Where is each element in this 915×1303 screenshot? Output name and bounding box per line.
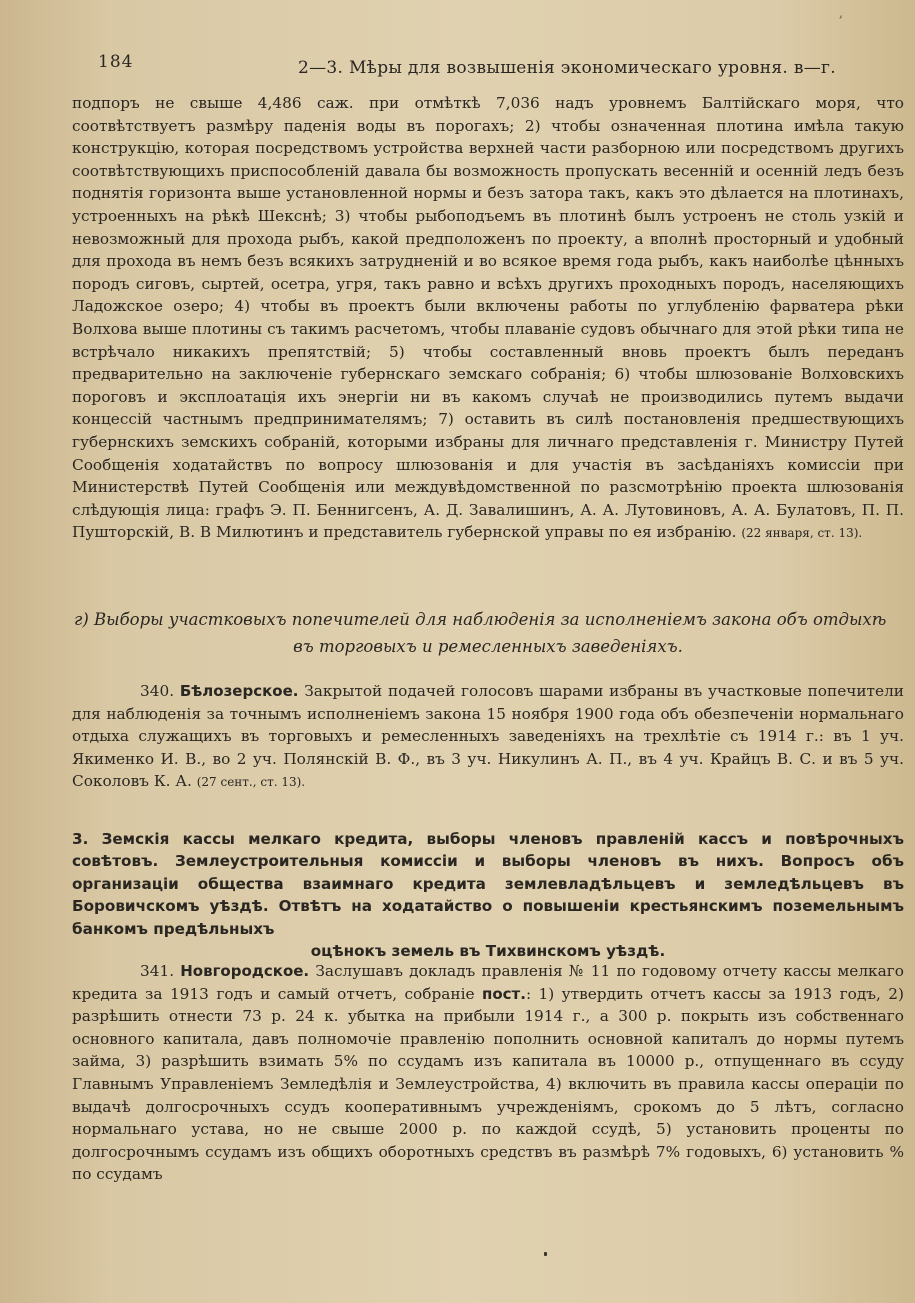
item-340-text: Закрытой подачей голосовъ шарами избраны въ участковые попечители для наблюденія за точнымъ исполненіемъ закона 15 ноября 1900 года объ обезпеченіи нормальнаго отдыха служащихъ въ торговыхъ и ремесленныхъ заведеніяхъ на трехлѣтіе съ 1914 г.: въ 1 уч. Якименко И. В., во 2 уч. Полянскій В. Ф., въ 3 уч. Никулинъ А. П., въ 4 уч. Крайцъ В. С. и въ 5 уч. Соколовъ К. А. [72, 682, 904, 791]
corner-mark: ʼ [838, 14, 843, 30]
subsection-heading-line1: г) Выборы участковыхъ попечителей для наблюденія за исполненіемъ закона объ отдыхѣ [74, 610, 887, 629]
item-341-post: пост. [481, 984, 526, 1003]
subsection-heading-line2: въ торговыхъ и ремесленныхъ заведеніяхъ. [293, 637, 683, 656]
item-341-place: Новгородское. [180, 962, 310, 980]
continuation-text: подпоръ не свыше 4,486 саж. при отмѣткѣ 7,036 надъ уровнемъ Балтійскаго моря, что соотвѣтствуетъ размѣру паденія воды въ порогахъ; 2) чтобы означенная плотина имѣла такую конструкцію, которая посредствомъ устройства верхней части разборною или посредствомъ другихъ соотвѣтствующихъ приспособленій давала бы возможность пропускать весенній и осенній ледъ безъ поднятія горизонта выше установленной нормы и безъ затора такъ, какъ это дѣлается на плотинахъ, устроенныхъ на рѣкѣ Шекснѣ; 3) чтобы рыбоподъемъ въ плотинѣ былъ устроенъ не столь узкій и невозможный для прохода рыбъ, какой предположенъ по проекту, а вполнѣ просторный и удобный для прохода въ немъ безъ всякихъ затрудненій и во всякое время года рыбъ, какъ наиболѣе цѣнныхъ породъ сиговъ, сыртей, осетра, угря, такъ равно и всѣхъ другихъ проходныхъ породъ, населяющихъ Ладожское озеро; 4) чтобы въ проектъ были включены работы по углубленію фарватера рѣки Волхова выше плотины съ такимъ расчетомъ, чтобы плаваніе судовъ обычнаго для этой рѣки типа не встрѣчало никакихъ препятствій; 5) чтобы составленный вновь проектъ былъ переданъ предварительно на заключеніе губернскаго земскаго собранія; 6) чтобы шлюзованіе Волховскихъ пороговъ и эксплоатація ихъ энергіи ни въ какомъ случаѣ не производились путемъ выдачи концессій частнымъ предпринимателямъ; 7) оставить въ силѣ постановленія предшествующихъ губернскихъ земскихъ собраній, которыми избраны для личнаго представленія г. Министру Путей Сообщенія ходатайствъ по вопросу шлюзованія и для участія въ засѣданіяхъ комиссіи при Министерствѣ Путей Сообщенія или междувѣдомственной по разсмотрѣнію проекта шлюзованія слѣдующія лица: графъ Э. П. Беннигсенъ, А. Д. Завалишинъ, А. А. Лутовиновъ, А. А. Булатовъ, П. П. Пушторскій, В. В Милютинъ и представитель губернской управы по ея избранію. [72, 94, 904, 542]
running-title: 2—3. Мѣры для возвышенія экономическаго уровня. в—г. [298, 58, 836, 78]
item-340-reference: (27 сент., ст. 13). [196, 775, 306, 790]
item-341-number: 341. [140, 962, 175, 980]
subsection-heading [72, 606, 904, 660]
page-number: 184 [98, 52, 134, 72]
item-341-text-a: Заслушавъ докладъ правленія № 11 по годовому отчету кассы мелкаго кредита за 1913 годъ и самый отчетъ, собраніе [72, 962, 904, 1003]
section-3-last-line: оцѣнокъ земель въ Тихвинскомъ уѣздѣ. [310, 942, 666, 961]
continuation-paragraph [72, 92, 904, 545]
page-speck [544, 1252, 547, 1256]
item-340-number: 340. [140, 682, 175, 700]
section-3-text: 3. Земскія кассы мелкаго кредита, выборы членовъ правленій кассъ и повѣрочныхъ совѣтовъ. Землеустроительныя комиссіи и выборы членовъ въ нихъ. Вопросъ объ организаціи общества взаимнаго кредита землевладѣльцевъ и земледѣльцевъ въ Боровичскомъ уѣздѣ. Отвѣтъ на ходатайство о повышеніи крестьянскимъ поземельнымъ банкомъ предѣльныхъ [72, 830, 904, 938]
continuation-reference: (22 января, ст. 13). [741, 526, 863, 541]
item-340 [72, 680, 904, 794]
section-3-heading [72, 828, 904, 962]
item-341-text-b: : 1) утвердить отчетъ кассы за 1913 годъ, 2) разрѣшить отнести 73 р. 24 к. убытка на прибыли 1914 г., а 300 р. покрыть изъ собственнаго основного капитала, давъ полномочіе правленію пополнить основной капиталъ до нормы путемъ займа, 3) разрѣшить взимать 5% по ссудамъ изъ капитала въ 10000 р., отпущеннаго въ ссуду Главнымъ Управленіемъ Земледѣлія и Землеустройства, 4) включить въ правила кассы операціи по выдачѣ долгосрочныхъ ссудъ кооперативнымъ учрежденіямъ, срокомъ до 5 лѣтъ, согласно нормальнаго устава, но не свыше 2000 р. по каждой ссудѣ, 5) установить проценты по долгосрочнымъ ссудамъ изъ общихъ оборотныхъ средствъ въ размѣрѣ 7% годовыхъ, 6) установить % по ссудамъ [72, 984, 904, 1184]
item-341 [72, 960, 904, 1186]
item-340-place: Бѣлозерское. [179, 682, 299, 700]
